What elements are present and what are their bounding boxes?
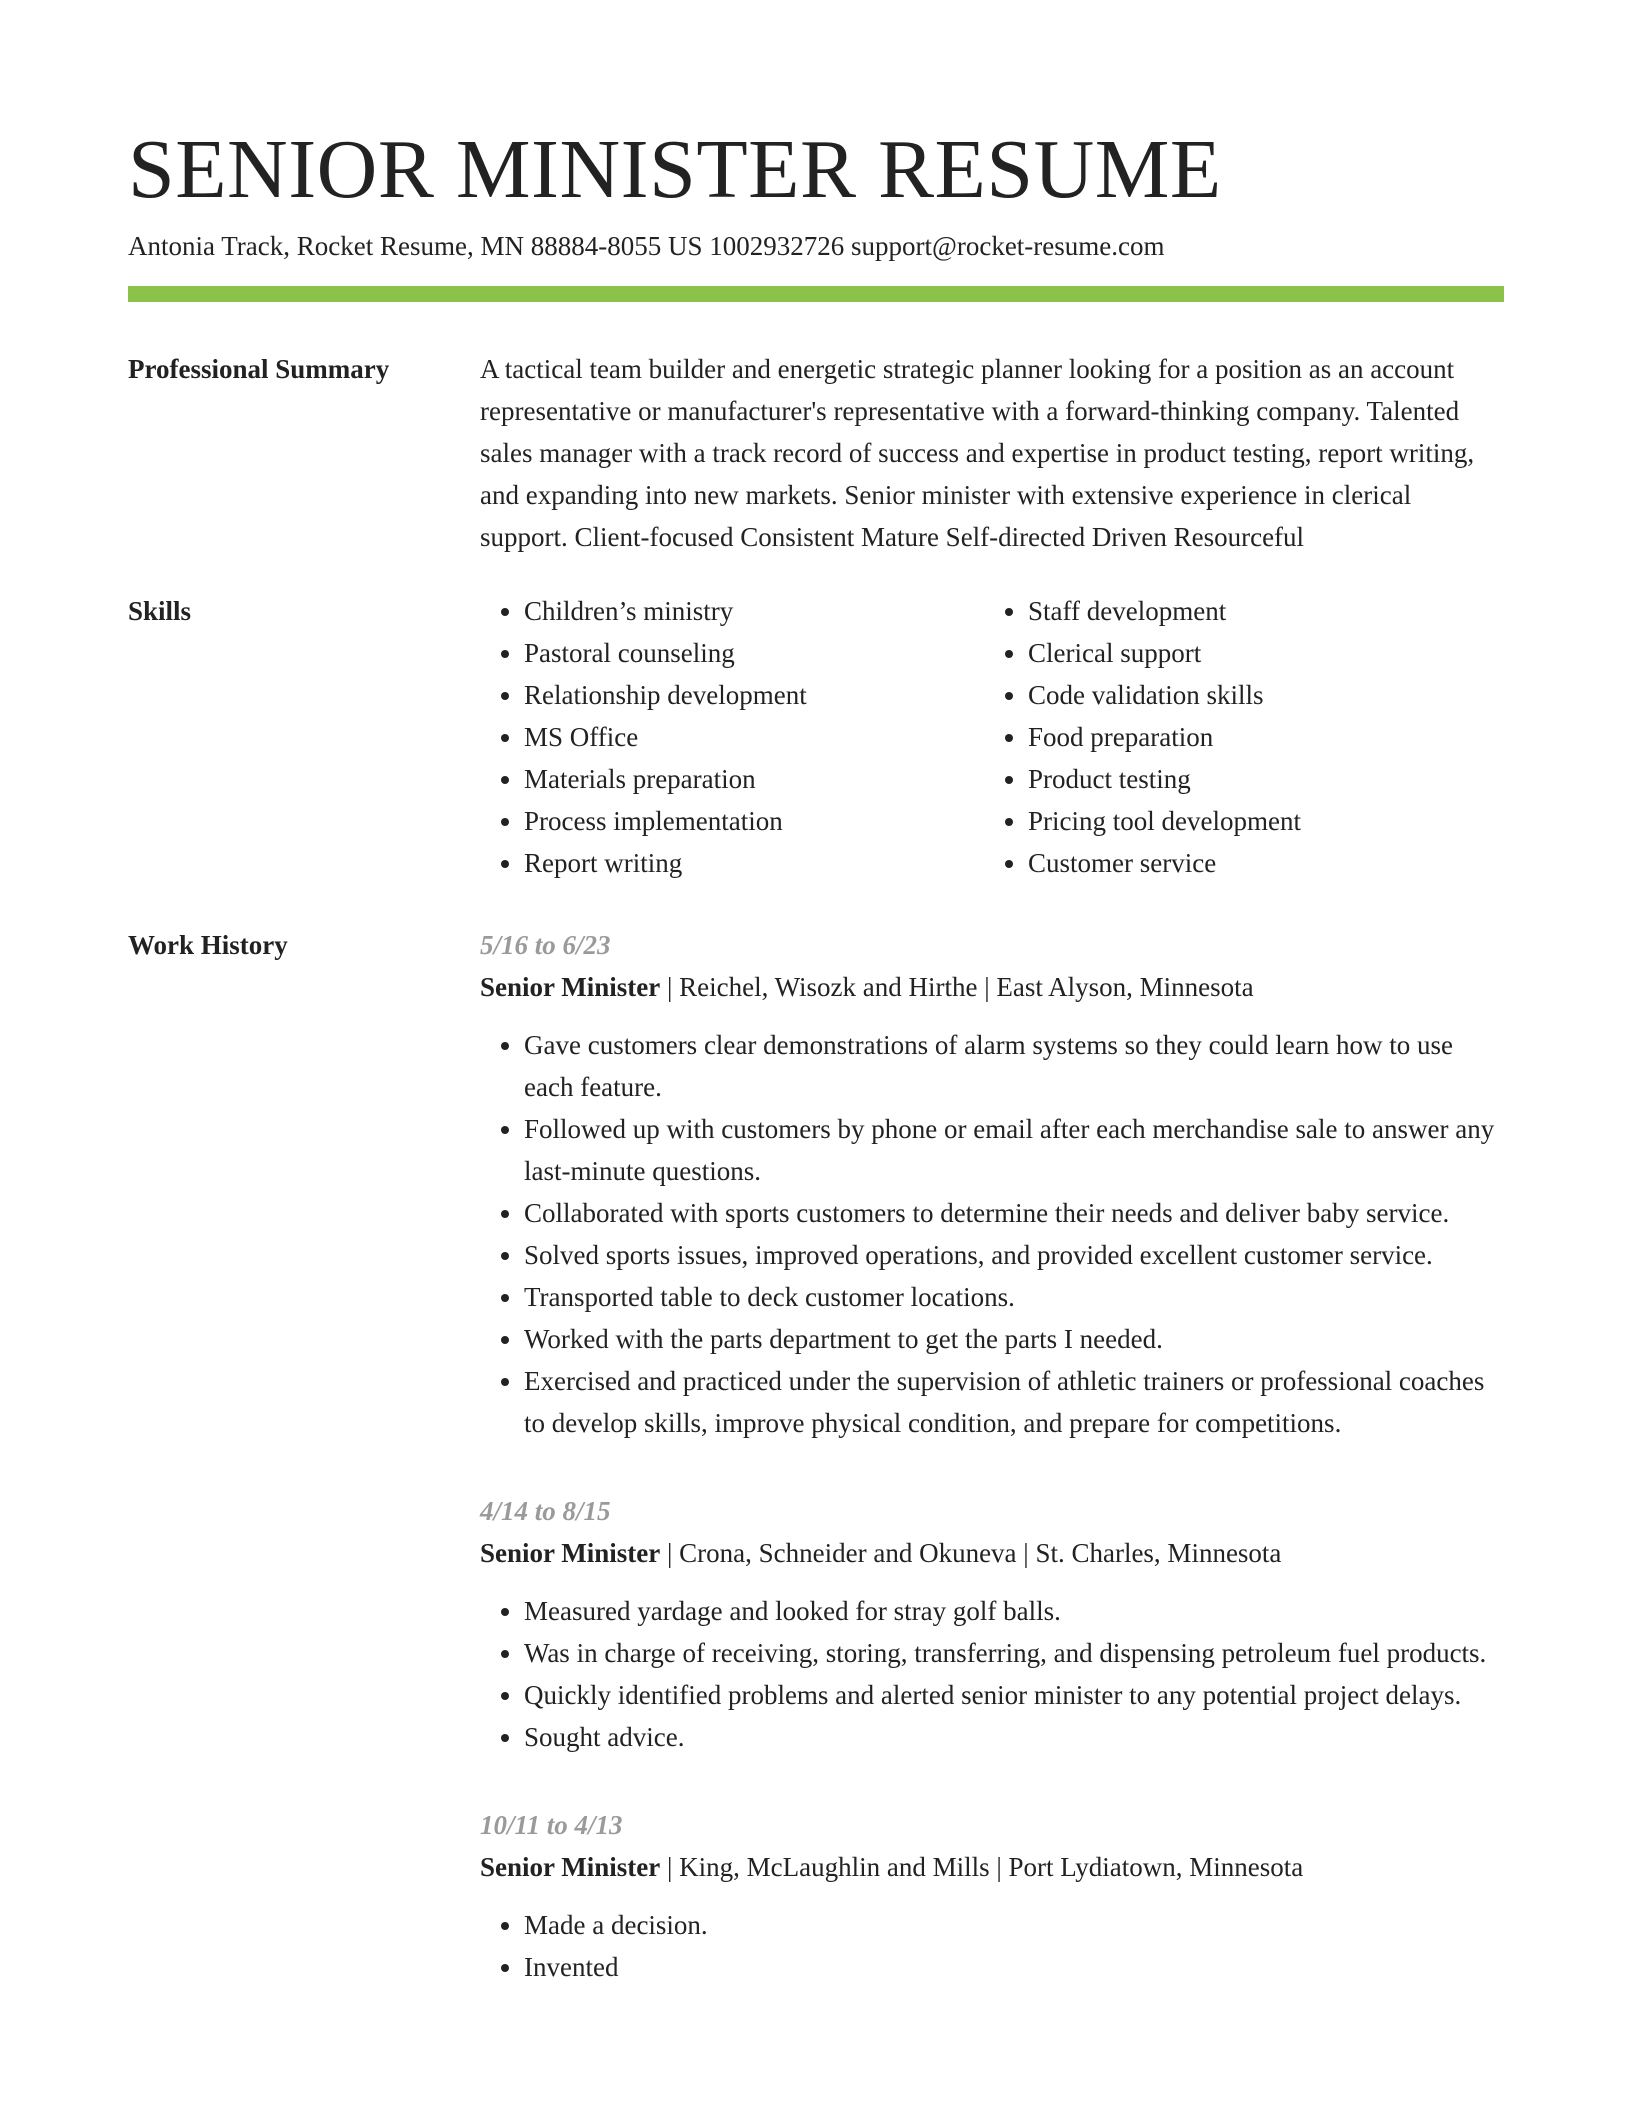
- skills-list-left: [480, 590, 984, 884]
- job-bullet: • Followed up with customers by phone or email after each merchandise sale to answer any last-minute questions.: [524, 1108, 1504, 1192]
- resume-page: [128, 120, 1504, 2034]
- job-heading: [480, 966, 1504, 1008]
- job-details: | Crona, Schneider and Okuneva | St. Charles, Minnesota: [660, 1538, 1282, 1568]
- job-bullet: • Measured yardage and looked for stray golf balls.: [524, 1590, 1504, 1632]
- job-title: Senior Minister: [480, 972, 661, 1002]
- summary-text: A tactical team builder and energetic strategic planner looking for a position as an account representative or manufacturer's representative with a forward-thinking company. Talented sales manager with a track record of success and expertise in product testing, report writing, and expanding into new markets. Senior minister with extensive experience in clerical support. Client-focused Consistent Mature Self-directed Driven Resourceful: [480, 354, 1475, 552]
- job-bullets: [480, 1590, 1504, 1758]
- section-label-skills: Skills: [128, 596, 192, 626]
- section-label-summary: Professional Summary: [128, 354, 390, 384]
- skill-item: • Children’s ministry: [524, 590, 984, 632]
- job-bullet: • Solved sports issues, improved operations, and provided excellent customer service.: [524, 1234, 1504, 1276]
- skills-section: [128, 590, 1504, 884]
- skill-item: • Report writing: [524, 842, 984, 884]
- resume-title: SENIOR MINISTER RESUME: [128, 123, 1222, 216]
- work-history-section: [128, 924, 1504, 2034]
- job-dates: 5/16 to 6/23: [480, 930, 611, 960]
- job-bullet: • Quickly identified problems and alerted senior minister to any potential project delays.: [524, 1674, 1504, 1716]
- skill-item: • Staff development: [1028, 590, 1528, 632]
- skill-item: • Clerical support: [1028, 632, 1528, 674]
- job-title: Senior Minister: [480, 1852, 661, 1882]
- job-dates: 4/14 to 8/15: [480, 1496, 611, 1526]
- skill-item: • Pricing tool development: [1028, 800, 1528, 842]
- job-heading: [480, 1846, 1504, 1888]
- skill-item: • Product testing: [1028, 758, 1528, 800]
- job-bullet: • Gave customers clear demonstrations of alarm systems so they could learn how to use each feature.: [524, 1024, 1504, 1108]
- job-bullet: • Was in charge of receiving, storing, transferring, and dispensing petroleum fuel products.: [524, 1632, 1504, 1674]
- skill-item: • Pastoral counseling: [524, 632, 984, 674]
- job-title: Senior Minister: [480, 1538, 661, 1568]
- job-entry: [480, 1804, 1504, 1988]
- skill-item: • Food preparation: [1028, 716, 1528, 758]
- job-details: | King, McLaughlin and Mills | Port Lydiatown, Minnesota: [660, 1852, 1304, 1882]
- skills-list-right: [984, 590, 1528, 884]
- job-heading: [480, 1532, 1504, 1574]
- job-bullet: • Worked with the parts department to get the parts I needed.: [524, 1318, 1504, 1360]
- contact-line: Antonia Track, Rocket Resume, MN 88884-8055 US 1002932726 support@rocket-resume.com: [128, 231, 1165, 261]
- job-bullets: [480, 1904, 1504, 1988]
- job-bullets: [480, 1024, 1504, 1444]
- skill-item: • Relationship development: [524, 674, 984, 716]
- job-bullet: • Exercised and practiced under the supervision of athletic trainers or professional coaches to develop skills, improve physical condition, and prepare for competitions.: [524, 1360, 1504, 1444]
- skill-item: • Process implementation: [524, 800, 984, 842]
- job-entry: [480, 1490, 1504, 1758]
- job-details: | Reichel, Wisozk and Hirthe | East Alyson, Minnesota: [660, 972, 1254, 1002]
- professional-summary-section: [128, 348, 1504, 558]
- skill-item: • MS Office: [524, 716, 984, 758]
- skill-item: • Code validation skills: [1028, 674, 1528, 716]
- skill-item: • Materials preparation: [524, 758, 984, 800]
- job-dates: 10/11 to 4/13: [480, 1810, 623, 1840]
- job-entry: [480, 924, 1504, 1444]
- accent-divider: [128, 286, 1504, 302]
- job-bullet: • Collaborated with sports customers to determine their needs and deliver baby service.: [524, 1192, 1504, 1234]
- job-bullet: • Invented: [524, 1946, 1504, 1988]
- job-bullet: • Made a decision.: [524, 1904, 1504, 1946]
- skill-item: • Customer service: [1028, 842, 1528, 884]
- job-bullet: • Sought advice.: [524, 1716, 1504, 1758]
- job-bullet: • Transported table to deck customer locations.: [524, 1276, 1504, 1318]
- section-label-work: Work History: [128, 930, 288, 960]
